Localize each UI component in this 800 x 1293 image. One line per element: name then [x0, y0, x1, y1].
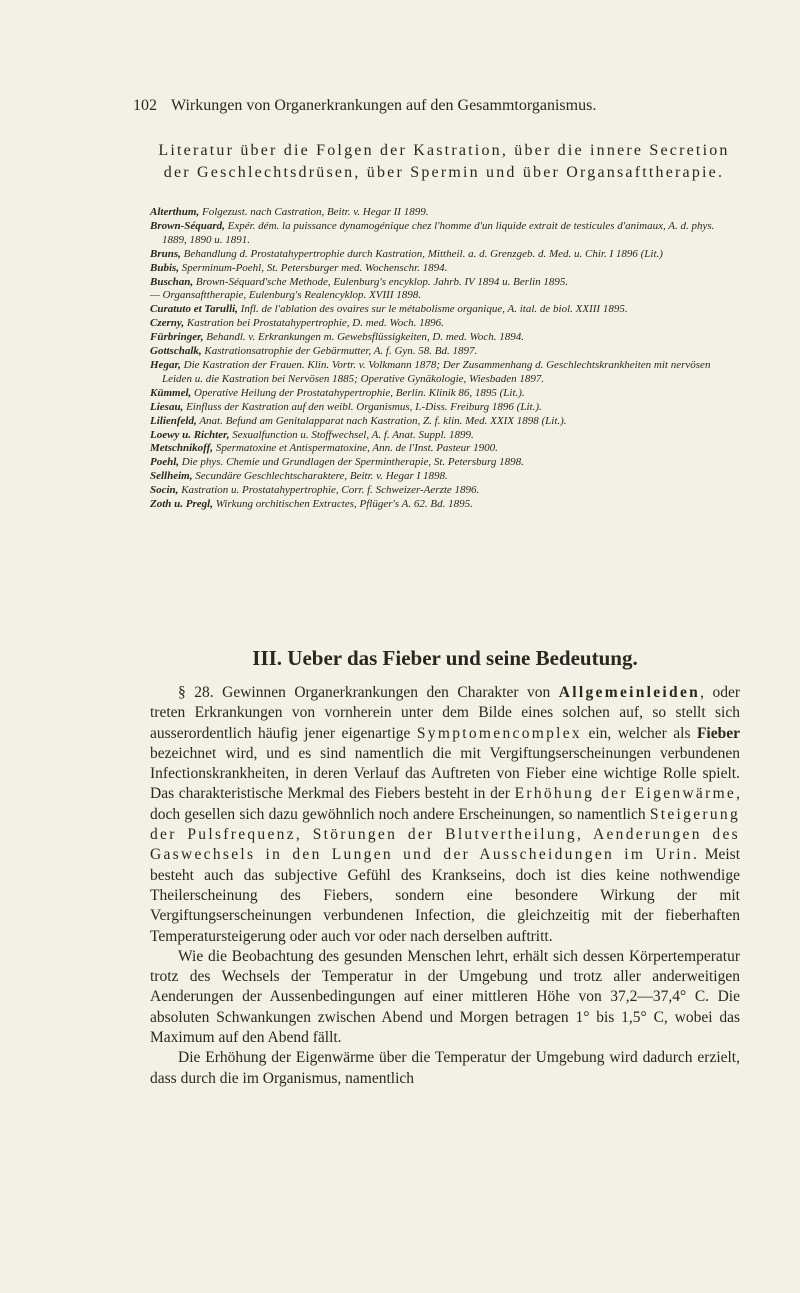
reference-author: Loewy u. Richter,: [150, 428, 230, 441]
reference-author: Brown-Séquard,: [150, 219, 225, 232]
reference-author: Bubis,: [150, 261, 180, 274]
literature-heading: Literatur über die Folgen der Kastration, über die innere Secretion der Geschlechtsdrüsen, über Spermin und über Organsafttherapie.: [158, 142, 730, 181]
reference-author: Czerny,: [150, 317, 185, 330]
reference-item: [150, 220, 740, 248]
paragraph-3: Die Erhöhung der Eigenwärme über die Temperatur der Umgebung wird dadurch erzielt, dass durch die im Organismus, namentlich: [150, 1049, 740, 1087]
reference-author: Poehl,: [150, 456, 180, 469]
reference-text: Kastrationsatrophie der Gebärmutter, A. f. Gyn. 58. Bd. 1897.: [204, 345, 478, 358]
reference-item: [150, 401, 740, 415]
term-fieber: Fieber: [696, 724, 740, 742]
reference-text: — Organsafttherapie, Eulenburg's Realencyklop. XVIII 1898.: [150, 289, 421, 302]
reference-item: [150, 456, 740, 470]
reference-text: Expér. dém. la puissance dynamogénique chez l'homme d'un liquide extrait de testicules d'animaux, A. d. phys. 1889, 1890 u. 1891.: [162, 219, 715, 246]
reference-item: [150, 387, 740, 401]
reference-author: Buschan,: [150, 275, 194, 288]
reference-text: Brown-Séquard'sche Methode, Eulenburg's encyklop. Jahrb. IV 1894 u. Berlin 1895.: [195, 275, 569, 288]
reference-item: [150, 248, 740, 262]
reference-item: [150, 484, 740, 498]
reference-item: [150, 262, 740, 276]
running-title: Wirkungen von Organerkrankungen auf den Gesammtorganismus.: [171, 97, 597, 114]
reference-text: Operative Heilung der Prostatahypertrophie, Berlin. Klinik 86, 1895 (Lit.).: [194, 386, 525, 399]
reference-author: Gottschalk,: [150, 345, 202, 358]
reference-author: Socin,: [150, 484, 179, 497]
reference-author: Sellheim,: [150, 470, 193, 483]
reference-text: Sexualfunction u. Stoffwechsel, A. f. Anat. Suppl. 1899.: [232, 428, 474, 441]
reference-item: [150, 359, 740, 387]
reference-author: Kümmel,: [150, 386, 192, 399]
reference-item: [150, 331, 740, 345]
reference-item: [150, 429, 740, 443]
reference-text: Infl. de l'ablation des ovaires sur le métabolisme organique, A. ital. de biol. XXIII 1895.: [240, 303, 628, 316]
reference-author: Fürbringer,: [150, 331, 204, 344]
term-erhoehung: Erhöhung der Eigenwärme: [514, 785, 737, 803]
page-header: [133, 97, 733, 115]
page-number: 102: [133, 97, 157, 114]
reference-text: Secundäre Geschlechtscharaktere, Beitr. v. Hegar I 1898.: [195, 470, 448, 483]
reference-item: [150, 345, 740, 359]
reference-author: Bruns,: [150, 247, 181, 260]
term-allgemeinleiden: Allgemeinleiden: [558, 684, 701, 701]
section-body: [150, 683, 740, 1089]
reference-item: [150, 470, 740, 484]
reference-text: Kastration u. Prostatahypertrophie, Corr. f. Schweizer-Aerzte 1896.: [181, 484, 480, 497]
paragraph-2: Wie die Beobachtung des gesunden Menschen lehrt, erhält sich dessen Körpertemperatur trotz des Wechsels der Temperatur in der Umgebung und trotz aller anderweitigen Aenderungen der Aussenbedingungen auf einer mittleren Höhe von 37,2—37,4° C. Die absoluten Schwankungen zwischen Abend und Morgen betragen 1° bis 1,5° C, wobei das Maximum auf den Abend fällt.: [150, 947, 740, 1047]
reference-text: Spermatoxine et Antispermatoxine, Ann. de l'Inst. Pasteur 1900.: [215, 442, 498, 455]
reference-text: Kastration bei Prostatahypertrophie, D. med. Woch. 1896.: [186, 317, 444, 330]
reference-text: Folgezust. nach Castration, Beitr. v. Hegar II 1899.: [201, 206, 429, 218]
reference-list: [150, 206, 740, 512]
reference-item: [150, 276, 740, 290]
reference-text: Anat. Befund am Genitalapparat nach Kastration, Z. f. klin. Med. XXIX 1898 (Lit.).: [199, 414, 567, 427]
reference-author: Liesau,: [150, 400, 184, 413]
reference-text: Sperminum-Poehl, St. Petersburger med. Wochenschr. 1894.: [181, 261, 448, 274]
section-title: III. Ueber das Fieber und seine Bedeutung.: [252, 646, 638, 670]
reference-author: Lilienfeld,: [150, 414, 197, 427]
reference-author: Alterthum,: [150, 206, 200, 218]
reference-item: [150, 289, 740, 303]
reference-item: [150, 317, 740, 331]
reference-text: Die phys. Chemie und Grundlagen der Spermintherapie, St. Petersburg 1898.: [181, 456, 524, 469]
reference-author: Zoth u. Pregl,: [150, 498, 213, 511]
reference-item: [150, 498, 740, 512]
reference-text: Die Kastration der Frauen. Klin. Vortr. v. Volkmann 1878; Der Zusammenhang d. Geschlechtskrankheiten mit nervösen Leiden u. die Kastration bei Nervösen 1885; Operative Gynäkologie, Wiesbaden 1897.: [162, 358, 711, 385]
reference-author: Hegar,: [150, 358, 181, 371]
reference-text: Wirkung orchitischen Extractes, Pflüger's A. 62. Bd. 1895.: [215, 498, 473, 511]
reference-text: Einfluss der Kastration auf den weibl. Organismus, I.-Diss. Freiburg 1896 (Lit.).: [186, 400, 542, 413]
reference-author: Curatuto et Tarulli,: [150, 303, 238, 316]
reference-item: [150, 415, 740, 429]
reference-item: [150, 442, 740, 456]
reference-item: [150, 303, 740, 317]
paragraph-1: § 28. Gewinnen Organerkrankungen den Charakter von Allgemeinleiden, oder treten Erkrankungen von vornherein unter dem Bilde eines solchen auf, so stellt sich ausserordentlich häufig jener eigenartige Symptomencomplex ein, welcher als Fieber bezeichnet wird, und es sind namentlich die mit Vergiftungserscheinungen verbundenen Infectionskrankheiten, in deren Verlauf das Auftreten von Fieber eine wichtige Rolle spielt. Das charakteristische Merkmal des Fiebers besteht in der Erhöhung der Eigenwärme, doch gesellen sich dazu gewöhnlich noch andere Erscheinungen, so namentlich Steigerung der Pulsfrequenz, Störungen der Blutvertheilung, Aenderungen des Gaswechsels in den Lungen und der Ausscheidungen im Urin. Meist besteht auch das subjective Gefühl des Krankseins, doch ist dies keine nothwendige Theilerscheinung des Fiebers, sondern eine besondere Wirkung der mit Vergiftungserscheinungen verbundenen Infection, die gleichzeitig mit der fieberhaften Temperatursteigerung oder auch vor oder nach derselben auftritt.: [150, 684, 741, 945]
term-symptomencomplex: Symptomencomplex: [416, 724, 582, 742]
reference-text: Behandl. v. Erkrankungen m. Gewebsflüssigkeiten, D. med. Woch. 1894.: [206, 331, 524, 344]
reference-text: Behandlung d. Prostatahypertrophie durch Kastration, Mittheil. a. d. Grenzgeb. d. Med. u. Chir. I 1896 (Lit.): [183, 247, 663, 260]
term-symptoms: Steigerung der Pulsfrequenz, Störungen der Blutvertheilung, Aenderungen des Gaswechsels in den Lungen und der Ausscheidungen im Urin: [150, 805, 740, 864]
reference-author: Metschnikoff,: [150, 442, 214, 455]
reference-item: [150, 206, 740, 220]
